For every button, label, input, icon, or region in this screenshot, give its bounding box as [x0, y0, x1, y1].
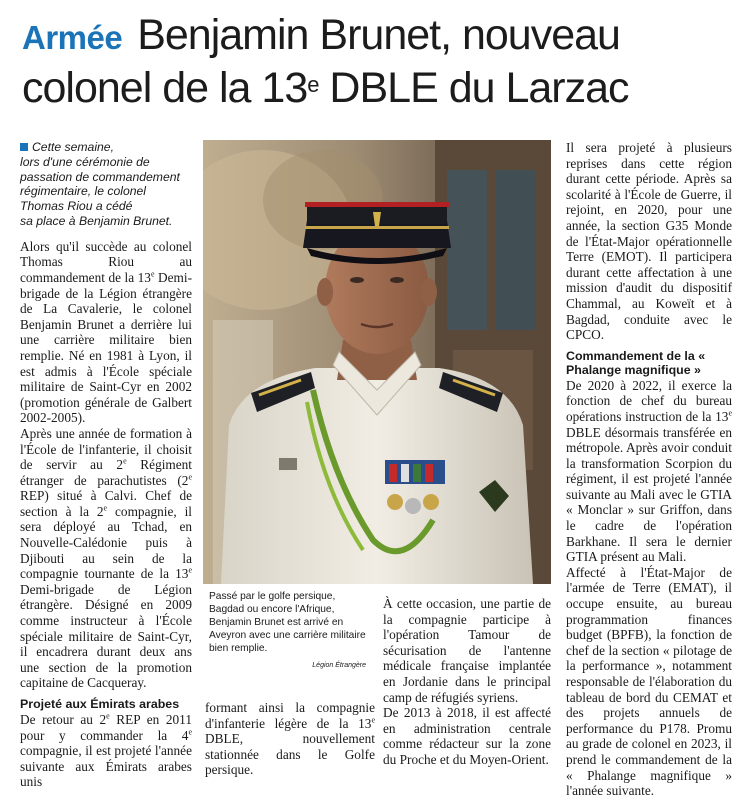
text: De 2020 à 2022, il exerce la fonction de chef du bureau opérations instruction de la 13 — [566, 377, 732, 424]
text: Régiment étranger de parachutistes (2 — [20, 457, 193, 488]
text: Alors qu'il succède au colonel Thomas Riou au commandement de la 13 — [20, 238, 192, 285]
rubric-label: Armée — [22, 19, 123, 56]
chapo-square-icon — [20, 143, 28, 151]
ordinal: e — [123, 456, 127, 466]
text: formant ainsi la compagnie d'infanterie légère de la 13 — [205, 700, 375, 731]
text: compagnie, il est projeté l'année suivante aux Émirats arabes unis — [20, 743, 192, 790]
paragraph — [20, 426, 192, 691]
chapo — [20, 140, 192, 229]
headline-line-2 — [22, 63, 737, 113]
headline-line-1 — [22, 10, 737, 63]
paragraph: De 2013 à 2018, il est affecté en administration centrale comme rédacteur sur la zone du Proche et du Moyen-Orient. — [383, 705, 551, 767]
headline-text-2b: DBLE du Larzac — [318, 64, 629, 112]
chapo-line: sa place à Benjamin Brunet. — [20, 213, 173, 228]
text: REP en 2011 pour y commander la 4 — [20, 712, 192, 743]
paragraph — [20, 239, 192, 426]
caption-text: Passé par le golfe persique, Bagdad ou encore l'Afrique, Benjamin Brunet est arrivé en Aveyron avec une carrière militaire bien remplie. — [209, 591, 366, 654]
headline — [22, 10, 737, 113]
paragraph — [566, 378, 732, 565]
ordinal: e — [371, 715, 375, 725]
chapo-line: passation de commandement — [20, 169, 180, 184]
text: De retour au 2 — [20, 712, 107, 727]
ordinal: e — [106, 711, 110, 721]
chapo-line: lors d'une cérémonie de — [20, 154, 150, 169]
headline-text-1: Benjamin Brunet, nouveau — [137, 11, 620, 59]
text: DBLE désormais transférée en métropole. Après avoir conduit la transformation Scorpion du régiment, il est projeté l'année suivante au Mali avec le GTIA « Monclar » sur Griffon, dans le cadre de l'opération Barkhane. Il sera le dernier GTIA présent au Mali. — [566, 424, 732, 565]
portrait-photo — [203, 140, 551, 584]
photo-caption — [203, 584, 372, 692]
text: REP) situé à Calvi. Chef de section à la 2 — [20, 488, 192, 519]
ordinal: e — [188, 727, 192, 737]
subheading: Commandement de la « Phalange magnifique » — [566, 348, 706, 377]
text: Après une année de formation à l'École de l'infanterie, il choisit de servir au 2 — [20, 425, 192, 473]
paragraph: À cette occasion, une partie de la compagnie participe à l'opération Tamour de sécurisation de l'antenne médicale française implantée en Jordanie dans le principal camp de réfugiés syriens. — [383, 596, 551, 705]
chapo-line: Thomas Riou a cédé — [20, 199, 133, 214]
column-1 — [20, 140, 192, 790]
column-3 — [383, 596, 551, 768]
text: Demi-brigade de Légion étrangère. Désigné en 2009 comme instructeur à l'École spéciale militaire de Saint-Cyr, il encadrera durant deux ans une section de la promotion capitaine de Cacqueray. — [20, 581, 192, 691]
headline-text-2a: colonel de la 13 — [22, 64, 308, 112]
paragraph — [20, 712, 192, 790]
column-4 — [566, 140, 732, 799]
paragraph — [205, 700, 375, 778]
text: Demi-brigade de la Légion étrangère de La Cavalerie, le colonel Benjamin Brunet a derrière lui une carrière militaire bien remplie. Né en 1981 à Lyon, il est admis à l'École spéciale militaire de Saint-Cyr en 2002 (promotion générale de Galbert 2002-2005). — [20, 269, 192, 426]
ordinal: e — [188, 472, 192, 482]
chapo-line: régimentaire, le colonel — [20, 184, 147, 199]
column-2 — [205, 700, 375, 778]
ordinal: e — [103, 503, 108, 513]
ordinal: e — [728, 408, 732, 418]
chapo-line: Cette semaine, — [32, 140, 114, 154]
text: DBLE, nouvellement stationnée dans le Golfe persique. — [205, 731, 375, 778]
headline-sup: e — [307, 72, 319, 97]
ordinal: e — [188, 565, 192, 575]
text: compagnie, il sera déployé au Tchad, en Nouvelle-Calédonie puis à Djibouti au sein de la compagnie tournante de la 13 — [20, 503, 192, 582]
paragraph: Il sera projeté à plusieurs reprises dans cette région durant cette période. Après sa scolarité à l'École de Guerre, il rejoint, en 2020, pour une année, la section G35 Monde de l'État-Major opérationnelle Terre (EMOT). Il participera durant cette affectation à une mission d'audit du dispositif Chammal, au Koweït et à Bagdad, conduite avec le CPCO. — [566, 140, 732, 343]
subheading: Projeté aux Émirats arabes — [20, 697, 180, 711]
ordinal: e — [150, 269, 155, 279]
photo-credit: Légion Étrangère — [312, 662, 366, 669]
paragraph: Affecté à l'État-Major de l'armée de Terre (EMAT), il occupe ensuite, au bureau programmation finances budget (BPFB), la fonction de chef de la section « pilotage de la performance », notamment responsable de l'élaboration du tableau de bord du CEMAT et des projets annuels de performance du P178. Promu au grade de colonel en 2023, il prend le commandement de la « Phalange magnifique » l'année suivante. — [566, 564, 732, 799]
